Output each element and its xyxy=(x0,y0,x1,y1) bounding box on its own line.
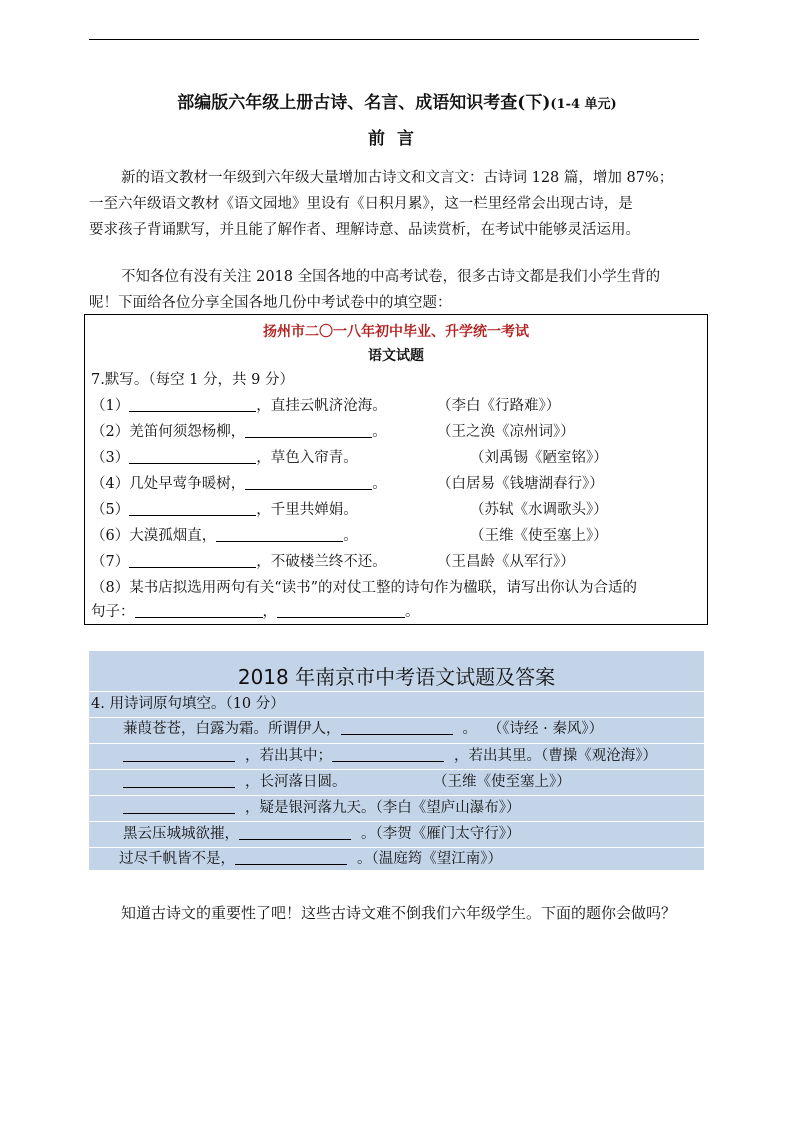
answer-blank[interactable] xyxy=(235,850,347,865)
yangzhou-subheading: 语文试题 xyxy=(368,348,424,364)
item-text: 句子： xyxy=(91,604,135,620)
fill-item-3 xyxy=(91,447,358,469)
fill-item-5 xyxy=(91,499,358,521)
item-text: 蒹葭苍苍，白露为霜。所谓伊人， xyxy=(123,721,341,737)
text-line: 不知各位有没有关注 2018 全国各地的中高考试卷，很多古诗文都是我们小学生背的 xyxy=(121,269,661,285)
item-text: 。 xyxy=(372,476,387,492)
item-text: ， xyxy=(262,604,277,620)
fill-line-5 xyxy=(123,822,521,846)
answer-blank[interactable] xyxy=(129,553,256,568)
answer-blank[interactable] xyxy=(245,423,372,438)
item-number: （3） xyxy=(91,450,130,466)
item-text: 。（温庭筠《望江南》） xyxy=(357,851,502,867)
answer-blank[interactable] xyxy=(135,603,263,618)
answer-blank[interactable] xyxy=(129,449,256,464)
item-text: 过尽千帆皆不是， xyxy=(119,851,235,867)
item-text: 。（李贺《雁门太守行》） xyxy=(361,826,521,842)
fill-line-3 xyxy=(123,770,347,794)
yangzhou-exam-box xyxy=(84,314,708,625)
item-text: 。 xyxy=(343,528,358,544)
answer-blank[interactable] xyxy=(129,501,256,516)
item-text: 大漠孤烟直， xyxy=(129,528,217,544)
answer-blank[interactable] xyxy=(123,773,235,788)
fill-item-4 xyxy=(91,473,387,495)
top-rule xyxy=(89,39,699,40)
fill-item-6 xyxy=(91,525,358,547)
item-text: 。 xyxy=(462,721,477,737)
item-text: ，若出其中； xyxy=(245,748,332,764)
item-number: （4） xyxy=(91,476,130,492)
fill-line-6 xyxy=(119,847,502,871)
answer-blank[interactable] xyxy=(123,747,235,762)
item-source: （刘禹锡《陋室铭》） xyxy=(470,450,608,466)
item-text: ，疑是银河落九天。（李白《望庐山瀑布》） xyxy=(245,800,521,816)
answer-blank[interactable] xyxy=(332,747,444,762)
item-text: 。 xyxy=(372,424,387,440)
yangzhou-heading: 扬州市二〇一八年初中毕业、升学统一考试 xyxy=(263,324,529,340)
nanjing-exam-panel xyxy=(89,651,704,870)
item-text: ，若出其里。（曹操《观沧海》） xyxy=(454,748,657,764)
preface-heading: 前言 xyxy=(368,129,426,149)
fill-item-2 xyxy=(91,421,387,443)
answer-blank[interactable] xyxy=(123,799,235,814)
item-source: （苏轼《水调歌头》） xyxy=(470,502,608,518)
text-line: 要求孩子背诵默写，并且能了解作者、理解诗意、品读赏析，在考试中能够灵活运用。 xyxy=(89,222,640,238)
fill-item-7 xyxy=(91,551,387,573)
item-text: 羌笛何须怨杨柳， xyxy=(129,424,246,440)
title-sub: (1-4 单元) xyxy=(550,97,617,112)
closing-paragraph: 知道古诗文的重要性了吧！这些古诗文难不倒我们六年级学生。下面的题你会做吗？ xyxy=(121,904,677,922)
item-number: （6） xyxy=(91,528,130,544)
item-text: ，草色入帘青。 xyxy=(256,450,358,466)
item-text: ，不破楼兰终不还。 xyxy=(256,554,387,570)
fill-item-1 xyxy=(91,395,387,417)
item-text: 。 xyxy=(405,604,420,620)
item-text: 几处早莺争暖树， xyxy=(129,476,246,492)
answer-blank[interactable] xyxy=(277,603,405,618)
title-main: 部编版六年级上册古诗、名言、成语知识考查(下) xyxy=(177,93,551,113)
item-source: （白居易《钱塘湖春行》） xyxy=(437,476,604,492)
item-text: ，千里共婵娟。 xyxy=(256,502,358,518)
fill-item-8-answer xyxy=(91,601,420,623)
answer-blank[interactable] xyxy=(245,475,372,490)
fill-line-2 xyxy=(123,744,657,768)
answer-blank[interactable] xyxy=(239,825,351,840)
answer-blank[interactable] xyxy=(129,397,256,412)
intro-paragraph-2 xyxy=(89,264,706,316)
item-source: （李白《行路难》） xyxy=(437,398,561,414)
item-source: （王维《使至塞上》） xyxy=(433,774,571,790)
question-stem: 4. 用诗词原句填空。（10 分） xyxy=(91,696,285,712)
fill-line-4 xyxy=(123,796,521,820)
item-number: （7） xyxy=(91,554,130,570)
document-title xyxy=(0,88,794,113)
intro-paragraph-1 xyxy=(89,165,706,243)
text-line: 一至六年级语文教材《语文园地》里设有《日积月累》，这一栏里经常会出现古诗，是 xyxy=(89,196,633,212)
item-number: （2） xyxy=(91,424,130,440)
text-line: 呢！下面给各位分享全国各地几份中考试卷中的填空题： xyxy=(89,295,452,311)
item-source: （王昌龄《从军行》） xyxy=(437,554,575,570)
nanjing-heading: 2018 年南京市中考语文试题及答案 xyxy=(237,665,556,689)
answer-blank[interactable] xyxy=(216,527,343,542)
item-text: 黑云压城城欲摧， xyxy=(123,826,239,842)
item-text: ，直挂云帆济沧海。 xyxy=(256,398,387,414)
text-line: 新的语文教材一年级到六年级大量增加古诗文和文言文：古诗词 128 篇，增加 87%； xyxy=(121,170,674,186)
item-number: （5） xyxy=(91,502,130,518)
question-stem: 7.默写。（每空 1 分，共 9 分） xyxy=(91,372,294,388)
item-number: （1） xyxy=(91,398,130,414)
fill-item-8: （8）某书店拟选用两句有关“读书”的对仗工整的诗句作为楹联，请写出你认为合适的 xyxy=(91,580,638,596)
answer-blank[interactable] xyxy=(341,720,453,735)
fill-line-1 xyxy=(123,717,603,741)
item-source: （王维《使至塞上》） xyxy=(470,528,608,544)
item-source: （《诗经 · 秦风》） xyxy=(495,721,604,737)
item-source: （王之涣《凉州词》） xyxy=(437,424,575,440)
item-text: ，长河落日圆。 xyxy=(245,774,347,790)
